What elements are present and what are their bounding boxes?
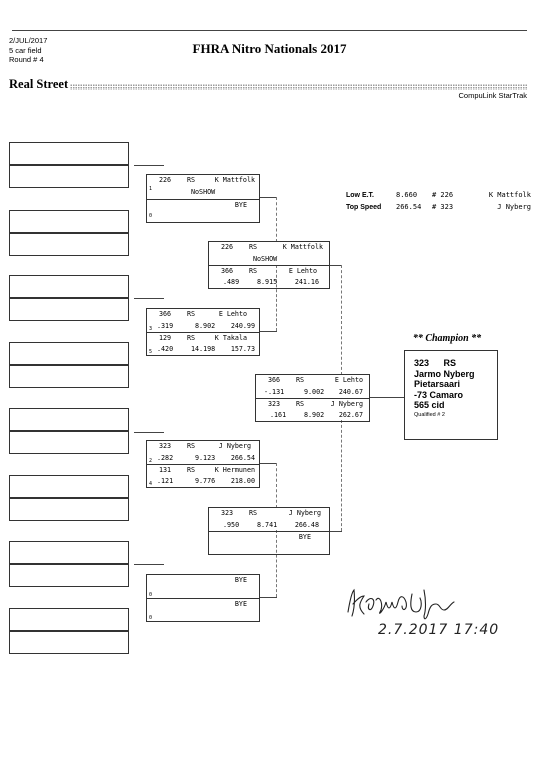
lane-number: 0 xyxy=(149,213,153,219)
round1-match-2 xyxy=(146,308,260,356)
bracket-connector xyxy=(260,597,277,598)
champion-title: ** Champion ** xyxy=(412,333,482,344)
reaction-time: .121 xyxy=(157,476,174,485)
lane-number: 0 xyxy=(149,591,153,598)
racer-entry xyxy=(147,598,259,610)
car-number: 131 xyxy=(159,466,172,474)
round2-match-1 xyxy=(208,241,330,289)
round1-match-3 xyxy=(146,440,260,488)
racer-entry xyxy=(256,375,369,387)
round-number: Round # 4 xyxy=(9,55,44,64)
top-speed-driver: J Nyberg xyxy=(497,203,531,211)
lane-number: 0 xyxy=(149,614,153,621)
racer-entry xyxy=(147,332,259,344)
racer-times xyxy=(147,344,259,356)
driver-name: K Hermunen xyxy=(214,466,255,474)
elapsed-time: 8.915 xyxy=(257,277,278,286)
racer-times xyxy=(147,321,259,333)
reaction-time: .282 xyxy=(157,453,174,462)
empty-slot-box xyxy=(9,541,129,564)
empty-slot-box xyxy=(9,365,129,388)
car-number: 323 xyxy=(159,442,172,450)
final-match xyxy=(255,374,370,422)
empty-slot-box xyxy=(9,165,129,188)
elapsed-time: 9.776 xyxy=(195,476,216,485)
racer-note-row xyxy=(209,254,329,266)
bracket-connector xyxy=(134,165,164,166)
lane-number: 4 xyxy=(149,480,153,487)
empty-slot-box xyxy=(9,475,129,498)
class-name: Real Street xyxy=(9,77,69,91)
lane-number: 2 xyxy=(149,457,153,464)
empty-slot-box xyxy=(9,564,129,587)
racer-entry xyxy=(209,508,329,520)
car-number: 323 xyxy=(221,509,234,517)
driver-name: J Nyberg xyxy=(288,509,321,517)
noshow-note: NoSHOW xyxy=(253,254,278,263)
lane-number: 5 xyxy=(149,348,153,355)
reaction-time: -.131 xyxy=(264,387,285,396)
racer-entry xyxy=(147,587,259,599)
speed: 241.16 xyxy=(294,277,319,286)
low-et-car: # 226 xyxy=(432,191,454,199)
empty-slot-box xyxy=(9,498,129,521)
champion-box xyxy=(404,350,498,440)
driver-name: K Mattfolk xyxy=(214,176,255,184)
racer-entry xyxy=(147,309,259,321)
driver-name: K Takala xyxy=(214,334,247,342)
empty-slot-box xyxy=(9,408,129,431)
car-number: 366 xyxy=(159,310,172,318)
car-number: 226 xyxy=(221,243,234,251)
bracket-connector xyxy=(260,463,277,464)
car-class: RS xyxy=(249,243,258,251)
champion-car-number: 323 xyxy=(414,358,430,368)
noshow-note: NoSHOW xyxy=(191,188,216,196)
car-number: 366 xyxy=(268,376,281,384)
car-number: 323 xyxy=(268,400,281,408)
car-class: RS xyxy=(249,267,258,275)
racer-times xyxy=(256,410,369,422)
race-stats xyxy=(346,190,531,216)
round1-match-4 xyxy=(146,574,260,622)
empty-slot-box xyxy=(9,210,129,233)
car-class: RS xyxy=(187,176,196,184)
racer-entry xyxy=(209,543,329,555)
reaction-time: .319 xyxy=(157,321,174,330)
field-size: 5 car field xyxy=(9,45,42,55)
car-class: RS xyxy=(296,376,305,384)
driver-name: E Lehto xyxy=(218,310,247,318)
empty-slot-box xyxy=(9,342,129,365)
champion-driver: Jarmo Nyberg xyxy=(414,368,475,379)
empty-slot-box xyxy=(9,298,129,321)
signature-date: 2.7.2017 17:40 xyxy=(378,622,500,638)
racer-times xyxy=(209,277,329,289)
racer-times xyxy=(147,476,259,488)
empty-slot-box xyxy=(9,142,129,165)
racer-times xyxy=(147,453,259,465)
low-et-value: 8.660 xyxy=(396,191,418,199)
speed: 240.67 xyxy=(338,387,363,396)
software-name: CompuLink StarTrak xyxy=(458,91,527,100)
car-class: RS xyxy=(296,400,305,408)
racer-entry xyxy=(209,531,329,543)
driver-name: J Nyberg xyxy=(330,400,363,408)
car-number: 129 xyxy=(159,334,172,342)
champion-vehicle: -73 Camaro xyxy=(414,389,464,400)
car-class: RS xyxy=(187,466,196,474)
empty-slot-box xyxy=(9,275,129,298)
racer-entry xyxy=(147,464,259,476)
bracket-connector xyxy=(134,298,164,299)
car-number: 366 xyxy=(221,267,234,275)
champion-engine: 565 cid xyxy=(414,400,445,410)
racer-entry xyxy=(209,265,329,277)
racer-entry xyxy=(147,441,259,453)
bracket-connector xyxy=(260,331,277,332)
bracket-dashed-line xyxy=(341,420,342,531)
racer-entry xyxy=(256,398,369,410)
racer-times xyxy=(209,520,329,532)
racer-entry xyxy=(147,610,259,622)
racer-times xyxy=(256,387,369,399)
bye-label: BYE xyxy=(234,200,247,209)
car-class: RS xyxy=(187,334,196,342)
car-class: RS xyxy=(187,442,196,450)
champion-car-row xyxy=(414,358,497,369)
champion-city: Pietarsaari xyxy=(414,379,461,389)
racer-entry xyxy=(147,199,259,211)
racer-entry xyxy=(147,575,259,587)
bracket-connector xyxy=(134,432,164,433)
empty-slot-box xyxy=(9,431,129,454)
top-speed-value: 266.54 xyxy=(396,203,422,211)
reaction-time: .420 xyxy=(157,344,174,353)
driver-name: J Nyberg xyxy=(218,442,251,450)
racer-entry xyxy=(147,210,259,222)
champion-car-class: RS xyxy=(443,358,457,368)
bracket-dashed-line xyxy=(341,265,342,375)
speed: 157.73 xyxy=(230,344,255,353)
page-title: FHRA Nitro Nationals 2017 xyxy=(192,41,347,56)
elapsed-time: 9.123 xyxy=(195,453,216,462)
bracket-dashed-line xyxy=(276,463,277,508)
champion-qualified: Qualified # 2 xyxy=(414,411,445,418)
bracket-dashed-line xyxy=(276,197,277,242)
empty-slot-box xyxy=(9,608,129,631)
racer-note-row xyxy=(147,187,259,199)
bracket-connector xyxy=(370,397,404,398)
round2-match-2 xyxy=(208,507,330,555)
dotted-rule xyxy=(70,84,528,90)
handwritten-signature xyxy=(340,580,490,655)
low-et-driver: K Mattfolk xyxy=(488,191,531,199)
top-speed-car: # 323 xyxy=(432,203,454,211)
lane-number: 3 xyxy=(149,325,153,332)
driver-name: E Lehto xyxy=(288,267,317,275)
round1-match-1 xyxy=(146,174,260,223)
elapsed-time: 8.741 xyxy=(257,520,278,529)
lane-number: 1 xyxy=(149,186,153,192)
car-class: RS xyxy=(187,310,196,318)
elapsed-time: 14.198 xyxy=(191,344,216,353)
reaction-time: .161 xyxy=(270,410,287,419)
car-number: 226 xyxy=(159,176,172,184)
speed: 218.00 xyxy=(230,476,255,485)
bracket-connector xyxy=(134,564,164,565)
speed: 262.67 xyxy=(338,410,363,419)
bracket-connector xyxy=(260,197,277,198)
elapsed-time: 9.002 xyxy=(304,387,325,396)
header-rule xyxy=(12,30,527,31)
bye-label: BYE xyxy=(234,576,247,584)
reaction-time: .950 xyxy=(223,520,240,529)
empty-slot-box xyxy=(9,233,129,256)
bye-label: BYE xyxy=(234,600,247,608)
elapsed-time: 8.902 xyxy=(195,321,216,330)
bye-label: BYE xyxy=(298,533,311,541)
top-speed-label: Top Speed xyxy=(346,204,382,211)
reaction-time: .489 xyxy=(223,277,240,286)
empty-slot-box xyxy=(9,631,129,654)
racer-entry xyxy=(209,242,329,254)
elapsed-time: 8.902 xyxy=(304,410,325,419)
bracket-connector xyxy=(330,531,342,532)
speed: 266.54 xyxy=(230,453,255,462)
driver-name: E Lehto xyxy=(334,376,363,384)
low-et-label: Low E.T. xyxy=(346,192,374,199)
event-date: 2/JUL/2017 xyxy=(9,36,48,45)
speed: 266.48 xyxy=(294,520,319,529)
driver-name: K Mattfolk xyxy=(282,243,323,251)
speed: 240.99 xyxy=(230,321,255,330)
car-class: RS xyxy=(249,509,258,517)
